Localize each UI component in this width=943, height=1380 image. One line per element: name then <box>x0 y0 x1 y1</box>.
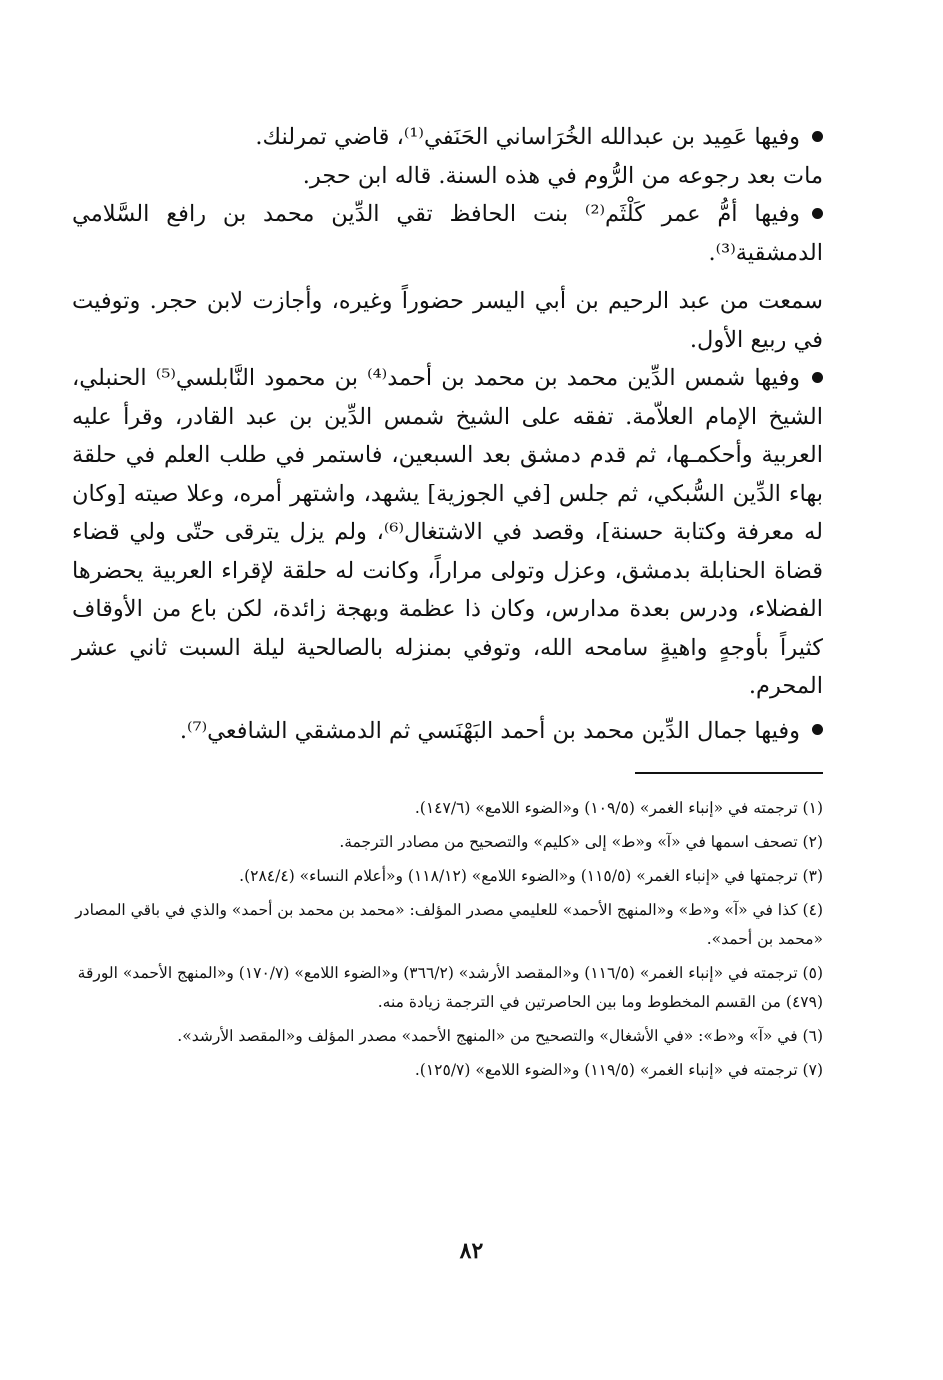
footnote: (٦) في «آ» و«ط»: «في الأشغال» والتصحيح من «المنهج الأحمد» مصدر المؤلف و«المقصد الأرشد». <box>177 1027 823 1045</box>
page-number: ٨٢ <box>459 1238 484 1264</box>
footnote: (٢) تصحف اسمها في «آ» و«ط» إلى «كليم» والتصحيح من مصادر الترجمة. <box>339 833 823 851</box>
bullet-icon <box>812 724 823 735</box>
footnote: (٧) ترجمته في «إنباء الغمر» (١١٩/٥) و«الضوء اللامع» (١٢٥/٧). <box>414 1061 823 1079</box>
footnote-separator <box>635 772 823 774</box>
footnote: (٥) ترجمته في «إنباء الغمر» (١١٦/٥) و«المقصد الأرشد» (٣٦٦/٢) و«الضوء اللامع» (١٧٠/٧) و«المنهج الأحمد» الورقة (٤٧٩) من القسم المخطوط وما بين الحاصرتين في الترجمة زيادة منه. <box>77 964 823 1011</box>
bullet-icon <box>812 372 823 383</box>
footnote: (٤) كذا في «آ» و«ط» و«المنهج الأحمد» للعليمي مصدر المؤلف: «محمد بن محمد بن أحمد» والذي في باقي المصادر «محمد بن أحمد». <box>75 901 823 948</box>
entry-paragraph: وفيها عَمِيد بن عبدالله الخُرَاساني الحَنَفي⁽¹⁾، قاضي تمرلنك. <box>72 118 823 157</box>
bullet-icon <box>812 208 823 219</box>
footnotes <box>72 794 823 1085</box>
footnote: (٣) ترجمتها في «إنباء الغمر» (١١٥/٥) و«الضوء اللامع» (١١٨/١٢) و«أعلام النساء» (٢٨٤/٤). <box>239 867 823 885</box>
entry-paragraph: وفيها أمُّ عمر كَلْثَم⁽²⁾ بنت الحافظ تقي الدِّين محمد بن رافع السَّلامي الدمشقية⁽³⁾. <box>72 201 823 266</box>
entry-paragraph: سمعت من عبد الرحيم بن أبي اليسر حضوراً وغيره، وأجازت لابن حجر. وتوفيت في ربيع الأول. <box>72 288 823 353</box>
entry-paragraph: مات بعد رجوعه من الرُّوم في هذه السنة. قاله ابن حجر. <box>302 162 823 189</box>
entry-paragraph: وفيها شمس الدِّين محمد بن محمد بن أحمد⁽⁴⁾ بن محمود النَّابلسي⁽⁵⁾ الحنبلي، الشيخ الإمام العلاّمة. تفقه على الشيخ شمس الدِّين بن عبد القادر، وقرأ عليه العربية وأحكمـها، ثم قدم دمشق بعد السبعين، فاستمر في طلب العلم في حلقة بهاء الدِّين السُّبكي، ثم جلس [في الجوزية] يشهد، واشتهر أمره، وعلا صيته [وكان له معرفة وكتابة حسنة]، وقصد في الاشتغال⁽⁶⁾، ولم يزل يترقى حتّى ولي قضاء قضاة الحنابلة بدمشق، وعزل وتولى مراراً، وكانت له حلقة لإقراء العربية يحضرها الفضلاء، ودرس بعدة مدارس، وكان ذا عظمة وبهجة زائدة، لكن باع من الأوقاف كثيراً بأوجهٍ واهيةٍ سامحه الله، وتوفي بمنزله بالصالحية ليلة السبت ثاني عشر المحرم. <box>72 365 823 699</box>
main-text <box>72 118 823 750</box>
entry-paragraph: وفيها جمال الدِّين محمد بن أحمد البَهْنَسي ثم الدمشقي الشافعي⁽⁷⁾. <box>72 712 823 751</box>
footnote: (١) ترجمته في «إنباء الغمر» (١٠٩/٥) و«الضوء اللامع» (١٤٧/٦). <box>414 799 823 817</box>
bullet-icon <box>812 131 823 142</box>
